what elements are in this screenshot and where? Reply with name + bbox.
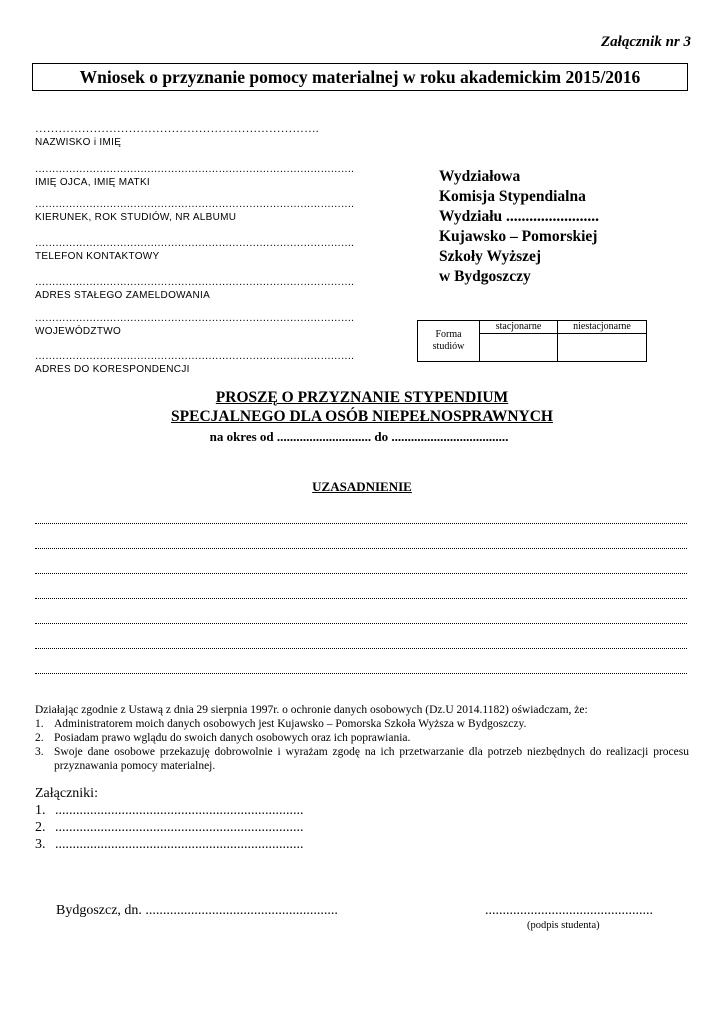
item-number: 3. (35, 746, 44, 758)
item-number: 2. (35, 732, 44, 744)
justification-line[interactable] (35, 648, 687, 649)
form-title: Wniosek o przyznanie pomocy materialnej w roku akademickim 2015/2016 (79, 67, 641, 87)
attachment-item[interactable] (35, 803, 304, 819)
justification-line[interactable] (35, 573, 687, 574)
item-text: Administratorem moich danych osobowych jest Kujawsko – Pomorska Szkoła Wyższa w Bydgoszczy. (54, 718, 527, 730)
field-label-phone: TELEFON KONTAKTOWY (35, 251, 160, 262)
field-line-parents[interactable]: …………………………………………………………………………………. (35, 164, 354, 175)
data-protection-item (35, 745, 689, 773)
field-label-name: NAZWISKO i IMIĘ (35, 137, 122, 148)
attachment-number: 2. (35, 820, 46, 835)
committee-line: Komisja Stypendialna (439, 188, 586, 205)
study-mode-label-line1: Forma (435, 329, 462, 340)
attachments-title: Załączniki: (35, 786, 98, 801)
justification-title: UZASADNIENIE (312, 479, 412, 494)
place-date-field[interactable]: Bydgoszcz, dn. ....................................................... (56, 903, 338, 918)
item-text: Posiadam prawo wglądu do swoich danych osobowych oraz ich poprawiania. (54, 732, 411, 744)
attachment-number: 1. (35, 803, 46, 818)
attachment-number: 3. (35, 837, 46, 852)
study-mode-parttime-cell[interactable] (558, 334, 647, 362)
study-mode-parttime-header: niestacjonarne (558, 321, 647, 334)
request-heading-line1: PROSZĘ O PRZYZNANIE STYPENDIUM (215, 389, 509, 406)
annex-number: Załącznik nr 3 (600, 34, 691, 50)
study-mode-label-line2: studiów (432, 341, 465, 352)
study-mode-fulltime-header: stacjonarne (480, 321, 558, 334)
committee-address (439, 167, 599, 287)
request-period[interactable] (0, 429, 724, 445)
justification-line[interactable] (35, 623, 687, 624)
committee-line: Szkoły Wyższej (439, 248, 542, 265)
data-protection-item (35, 731, 689, 745)
field-label-parents: IMIĘ OJCA, IMIĘ MATKI (35, 177, 151, 188)
committee-line: Wydziałowa (439, 168, 521, 185)
study-mode-table (417, 320, 647, 362)
field-line-course[interactable]: …………………………………………………………………………………. (35, 199, 354, 210)
study-mode-label (418, 321, 480, 362)
attachment-line[interactable]: ....................................................................... (55, 820, 304, 835)
justification-line[interactable] (35, 548, 687, 549)
justification-line[interactable] (35, 598, 687, 599)
study-mode-fulltime-cell[interactable] (480, 334, 558, 362)
request-period-text: na okres od ............................. do .................................... (209, 429, 509, 444)
field-label-course: KIERUNEK, ROK STUDIÓW, NR ALBUMU (35, 212, 237, 223)
justification-line[interactable] (35, 673, 687, 674)
field-line-voivodeship[interactable]: …………………………………………………………………………………. (35, 313, 354, 324)
item-text: Swoje dane osobowe przekazuję dobrowolnie i wyrażam zgodę na ich przetwarzanie dla potrzeb niezbędnych do realizacji procesu przyznawania pomocy materialnej. (54, 746, 689, 772)
committee-line: Kujawsko – Pomorskiej (439, 228, 598, 245)
item-number: 1. (35, 718, 44, 730)
committee-line: Wydziału ........................ (439, 208, 600, 225)
data-protection-statement (35, 703, 689, 773)
attachment-line[interactable]: ....................................................................... (55, 803, 304, 818)
attachment-item[interactable] (35, 820, 304, 836)
committee-line: w Bydgoszczy (439, 268, 531, 285)
field-label-correspondence: ADRES DO KORESPONDENCJI (35, 364, 190, 375)
field-label-address: ADRES STAŁEGO ZAMELDOWANIA (35, 290, 211, 301)
attachment-line[interactable]: ....................................................................... (55, 837, 304, 852)
data-protection-intro: Działając zgodnie z Ustawą z dnia 29 sierpnia 1997r. o ochronie danych osobowych (Dz.U 2014.1182) oświadczam, że: (35, 704, 588, 716)
field-line-phone[interactable]: …………………………………………………………………………………. (35, 238, 354, 249)
data-protection-item (35, 717, 689, 731)
attachment-item[interactable] (35, 837, 304, 853)
field-label-voivodeship: WOJEWÓDZTWO (35, 326, 122, 337)
field-line-name[interactable]: ………………………………………………………………. (35, 123, 319, 135)
field-line-correspondence[interactable]: …………………………………………………………………………………. (35, 351, 354, 362)
title-box (32, 63, 688, 91)
data-protection-list (35, 717, 689, 773)
signature-caption: (podpis studenta) (527, 920, 600, 931)
justification-line[interactable] (35, 523, 687, 524)
request-heading-line2: SPECJALNEGO DLA OSÓB NIEPEŁNOSPRAWNYCH (171, 408, 553, 425)
field-line-address[interactable]: …………………………………………………………………………………. (35, 277, 354, 288)
signature-line[interactable]: ................................................ (485, 903, 653, 918)
